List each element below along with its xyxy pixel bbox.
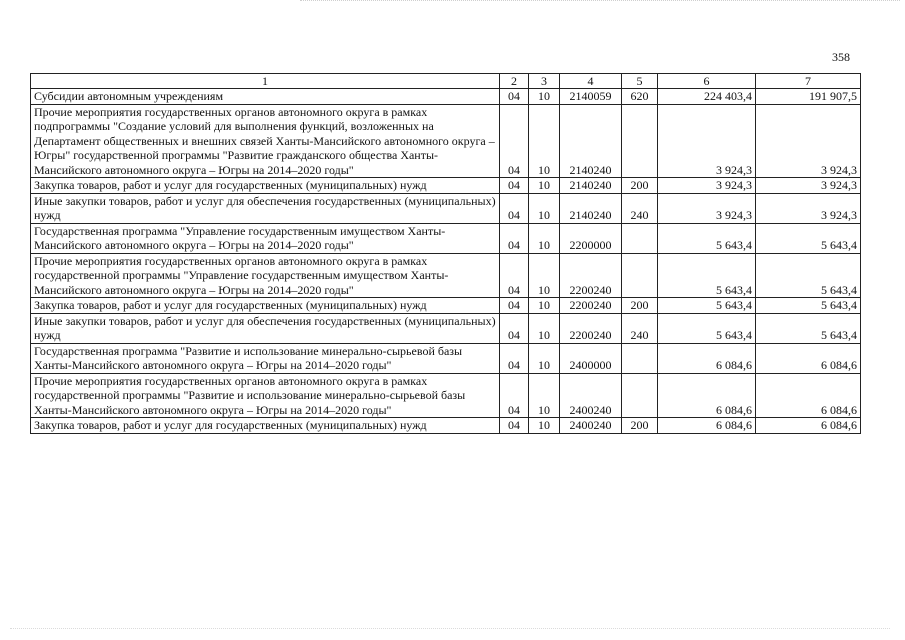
amount-col6: 3 924,3 bbox=[658, 193, 756, 223]
expense-type-code bbox=[622, 104, 658, 178]
subsection-code: 10 bbox=[529, 89, 560, 105]
subsection-code: 10 bbox=[529, 373, 560, 418]
subsection-code: 10 bbox=[529, 343, 560, 373]
header-cell: 2 bbox=[500, 74, 529, 89]
target-article-code: 2400000 bbox=[560, 343, 622, 373]
header-cell: 7 bbox=[756, 74, 861, 89]
target-article-code: 2200240 bbox=[560, 313, 622, 343]
section-code: 04 bbox=[500, 343, 529, 373]
table-row bbox=[31, 373, 861, 418]
row-description: Закупка товаров, работ и услуг для государственных (муниципальных) нужд bbox=[31, 418, 500, 434]
expense-type-code: 200 bbox=[622, 178, 658, 194]
section-code: 04 bbox=[500, 89, 529, 105]
expense-type-code: 200 bbox=[622, 298, 658, 314]
amount-col6: 5 643,4 bbox=[658, 313, 756, 343]
section-code: 04 bbox=[500, 313, 529, 343]
header-cell: 6 bbox=[658, 74, 756, 89]
amount-col7: 5 643,4 bbox=[756, 298, 861, 314]
amount-col7: 191 907,5 bbox=[756, 89, 861, 105]
header-cell: 3 bbox=[529, 74, 560, 89]
amount-col6: 6 084,6 bbox=[658, 373, 756, 418]
table-header-row bbox=[31, 74, 861, 89]
expense-type-code bbox=[622, 253, 658, 298]
target-article-code: 2140059 bbox=[560, 89, 622, 105]
table-row bbox=[31, 253, 861, 298]
subsection-code: 10 bbox=[529, 104, 560, 178]
target-article-code: 2400240 bbox=[560, 418, 622, 434]
subsection-code: 10 bbox=[529, 298, 560, 314]
expense-type-code: 240 bbox=[622, 313, 658, 343]
amount-col7: 3 924,3 bbox=[756, 178, 861, 194]
target-article-code: 2140240 bbox=[560, 104, 622, 178]
page-number: 358 bbox=[832, 50, 850, 64]
target-article-code: 2400240 bbox=[560, 373, 622, 418]
row-description: Субсидии автономным учреждениям bbox=[31, 89, 500, 105]
amount-col6: 6 084,6 bbox=[658, 343, 756, 373]
row-description: Закупка товаров, работ и услуг для государственных (муниципальных) нужд bbox=[31, 178, 500, 194]
expense-type-code bbox=[622, 223, 658, 253]
table-row bbox=[31, 104, 861, 178]
target-article-code: 2200240 bbox=[560, 298, 622, 314]
amount-col6: 6 084,6 bbox=[658, 418, 756, 434]
row-description: Прочие мероприятия государственных органов автономного округа в рамках подпрограммы "Создание условий для выполнения функций, возложенных на Департамент общественных и внешних связей Ханты-Мансийского автономного округа – Югры" государственной программы "Развитие гражданского общества Ханты-Мансийского автономного округа – Югры на 2014–2020 годы" bbox=[31, 104, 500, 178]
table-row bbox=[31, 223, 861, 253]
row-description: Государственная программа "Развитие и использование минерально-сырьевой базы Ханты-Мансийского автономного округа – Югры на 2014–2020 годы" bbox=[31, 343, 500, 373]
header-cell: 1 bbox=[31, 74, 500, 89]
subsection-code: 10 bbox=[529, 313, 560, 343]
scan-artifact-top bbox=[300, 0, 900, 5]
row-description: Прочие мероприятия государственных органов автономного округа в рамках государственной программы "Управление государственным имуществом Ханты-Мансийского автономного округа – Югры на 2014–2020 годы" bbox=[31, 253, 500, 298]
subsection-code: 10 bbox=[529, 418, 560, 434]
row-description: Закупка товаров, работ и услуг для государственных (муниципальных) нужд bbox=[31, 298, 500, 314]
amount-col7: 5 643,4 bbox=[756, 253, 861, 298]
table-row bbox=[31, 313, 861, 343]
amount-col6: 5 643,4 bbox=[658, 223, 756, 253]
section-code: 04 bbox=[500, 253, 529, 298]
amount-col6: 5 643,4 bbox=[658, 298, 756, 314]
section-code: 04 bbox=[500, 104, 529, 178]
amount-col7: 6 084,6 bbox=[756, 418, 861, 434]
header-cell: 4 bbox=[560, 74, 622, 89]
expense-type-code: 240 bbox=[622, 193, 658, 223]
budget-table bbox=[30, 73, 861, 434]
row-description: Иные закупки товаров, работ и услуг для обеспечения государственных (муниципальных) нужд bbox=[31, 193, 500, 223]
scan-artifact-bottom bbox=[10, 628, 890, 633]
table-row bbox=[31, 89, 861, 105]
amount-col6: 5 643,4 bbox=[658, 253, 756, 298]
section-code: 04 bbox=[500, 223, 529, 253]
table-row bbox=[31, 418, 861, 434]
subsection-code: 10 bbox=[529, 223, 560, 253]
table-row bbox=[31, 178, 861, 194]
subsection-code: 10 bbox=[529, 193, 560, 223]
expense-type-code: 200 bbox=[622, 418, 658, 434]
section-code: 04 bbox=[500, 298, 529, 314]
row-description: Государственная программа "Управление государственным имуществом Ханты-Мансийского автономного округа – Югры на 2014–2020 годы" bbox=[31, 223, 500, 253]
table-row bbox=[31, 193, 861, 223]
table-row bbox=[31, 298, 861, 314]
expense-type-code bbox=[622, 373, 658, 418]
target-article-code: 2140240 bbox=[560, 193, 622, 223]
header-cell: 5 bbox=[622, 74, 658, 89]
target-article-code: 2200000 bbox=[560, 223, 622, 253]
section-code: 04 bbox=[500, 193, 529, 223]
subsection-code: 10 bbox=[529, 178, 560, 194]
expense-type-code: 620 bbox=[622, 89, 658, 105]
amount-col6: 3 924,3 bbox=[658, 178, 756, 194]
section-code: 04 bbox=[500, 373, 529, 418]
row-description: Иные закупки товаров, работ и услуг для обеспечения государственных (муниципальных) нужд bbox=[31, 313, 500, 343]
amount-col7: 3 924,3 bbox=[756, 193, 861, 223]
amount-col7: 6 084,6 bbox=[756, 373, 861, 418]
amount-col7: 5 643,4 bbox=[756, 313, 861, 343]
subsection-code: 10 bbox=[529, 253, 560, 298]
amount-col6: 3 924,3 bbox=[658, 104, 756, 178]
amount-col6: 224 403,4 bbox=[658, 89, 756, 105]
amount-col7: 5 643,4 bbox=[756, 223, 861, 253]
expense-type-code bbox=[622, 343, 658, 373]
section-code: 04 bbox=[500, 418, 529, 434]
amount-col7: 6 084,6 bbox=[756, 343, 861, 373]
target-article-code: 2140240 bbox=[560, 178, 622, 194]
target-article-code: 2200240 bbox=[560, 253, 622, 298]
row-description: Прочие мероприятия государственных органов автономного округа в рамках государственной программы "Развитие и использование минерально-сырьевой базы Ханты-Мансийского автономного округа – Югры на 2014–2020 годы" bbox=[31, 373, 500, 418]
section-code: 04 bbox=[500, 178, 529, 194]
table-row bbox=[31, 343, 861, 373]
amount-col7: 3 924,3 bbox=[756, 104, 861, 178]
